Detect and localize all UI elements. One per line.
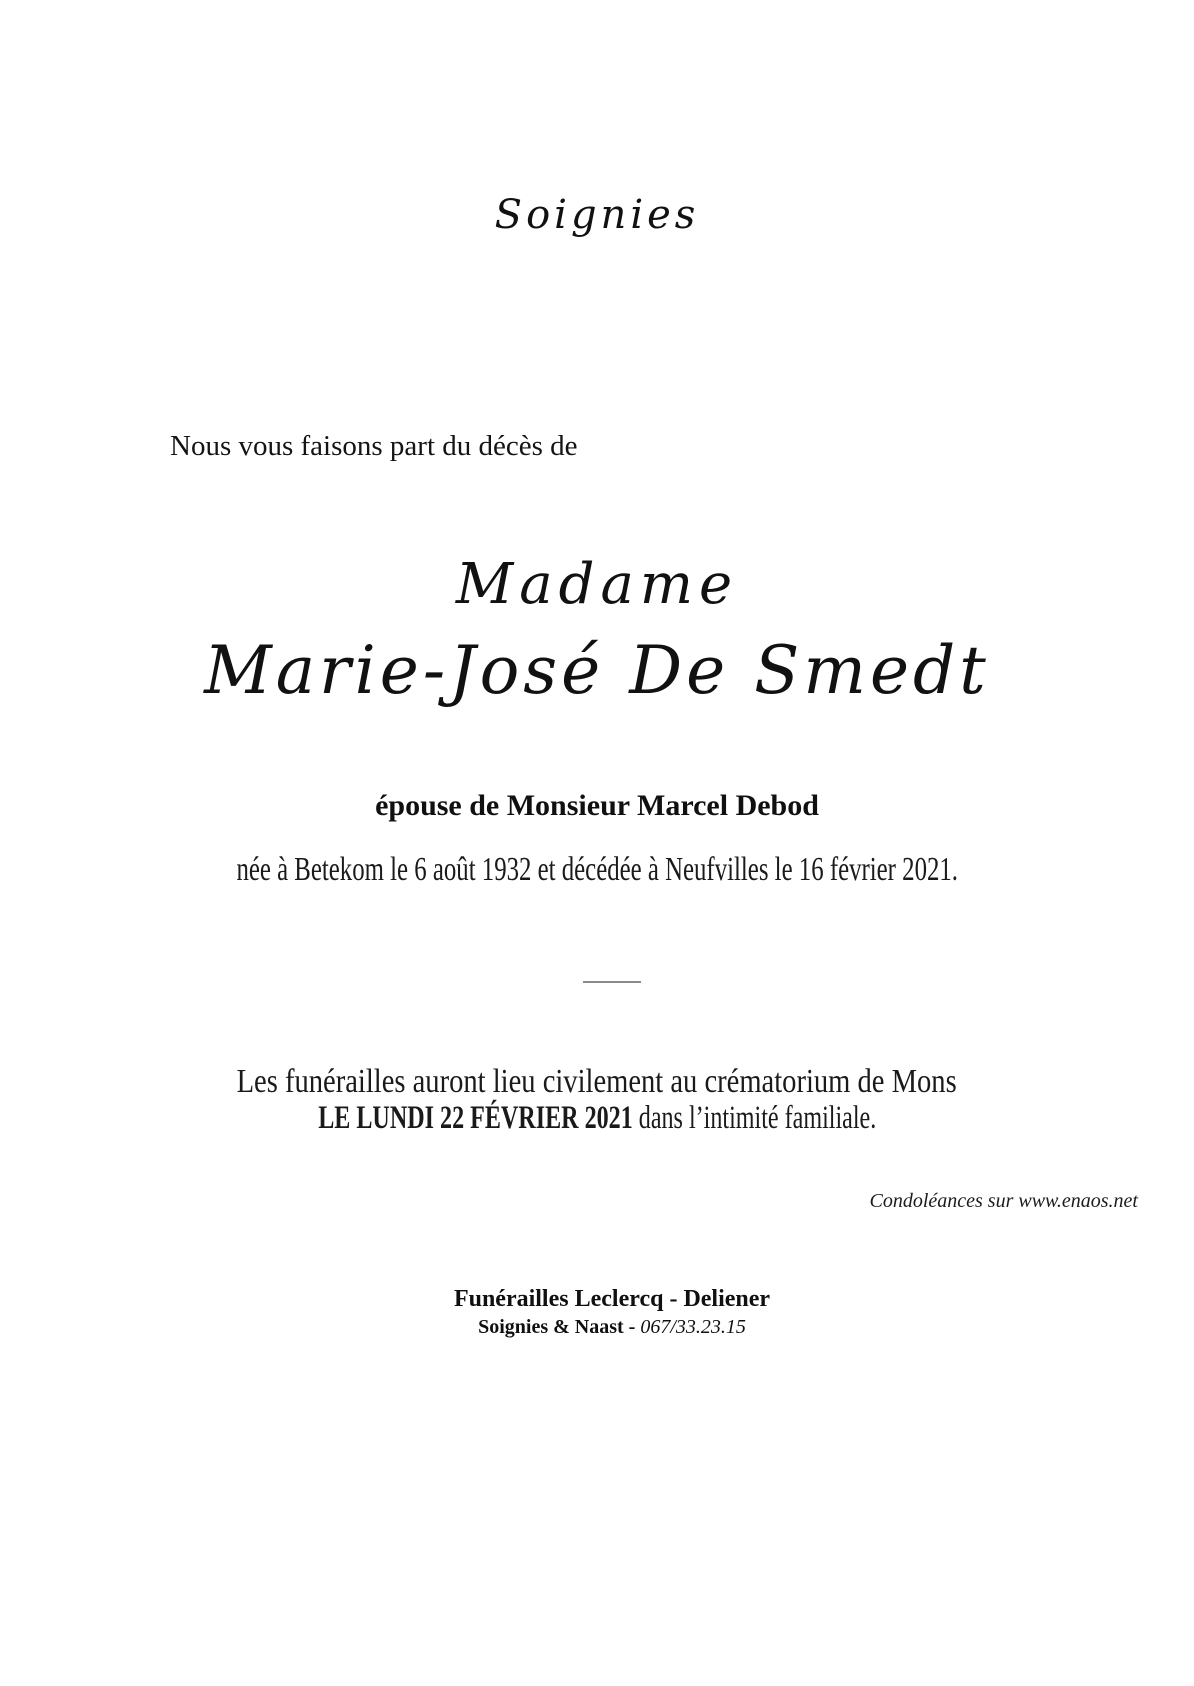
funeral-home-name: Funérailles Leclercq - Deliener (453, 1286, 771, 1312)
spouse-line: épouse de Monsieur Marcel Debod (375, 789, 819, 822)
funeral-home-contact (30, 1316, 1194, 1339)
ceremony-line1-text: Les funérailles auront lieu civilement au crématorium de Mons (236, 1063, 958, 1100)
section-divider-rule (583, 981, 641, 983)
funeral-home-location: Soignies & Naast - (478, 1316, 641, 1338)
life-dates-text: née à Betekom le 6 août 1932 et décédée à Neufvilles le 16 février 2021. (236, 851, 958, 888)
ceremony-line1 (0, 1063, 1194, 1101)
city-header: Soignies (494, 192, 700, 238)
ceremony-line2-text (318, 1100, 876, 1137)
condolences-note: Condoléances sur www.enaos.net (869, 1190, 1138, 1212)
ceremony-line2-rest: dans l’intimité familiale. (632, 1100, 877, 1136)
ceremony-line2 (0, 1100, 1194, 1137)
deceased-name: Marie-José De Smedt (204, 632, 990, 709)
life-dates-line (0, 851, 1194, 889)
intro-line: Nous vous faisons part du décès de (170, 430, 578, 462)
deceased-title: Madame (455, 552, 739, 617)
ceremony-date: LE LUNDI 22 FÉVRIER 2021 (317, 1100, 633, 1136)
funeral-home-phone: 067/33.23.15 (640, 1316, 746, 1338)
